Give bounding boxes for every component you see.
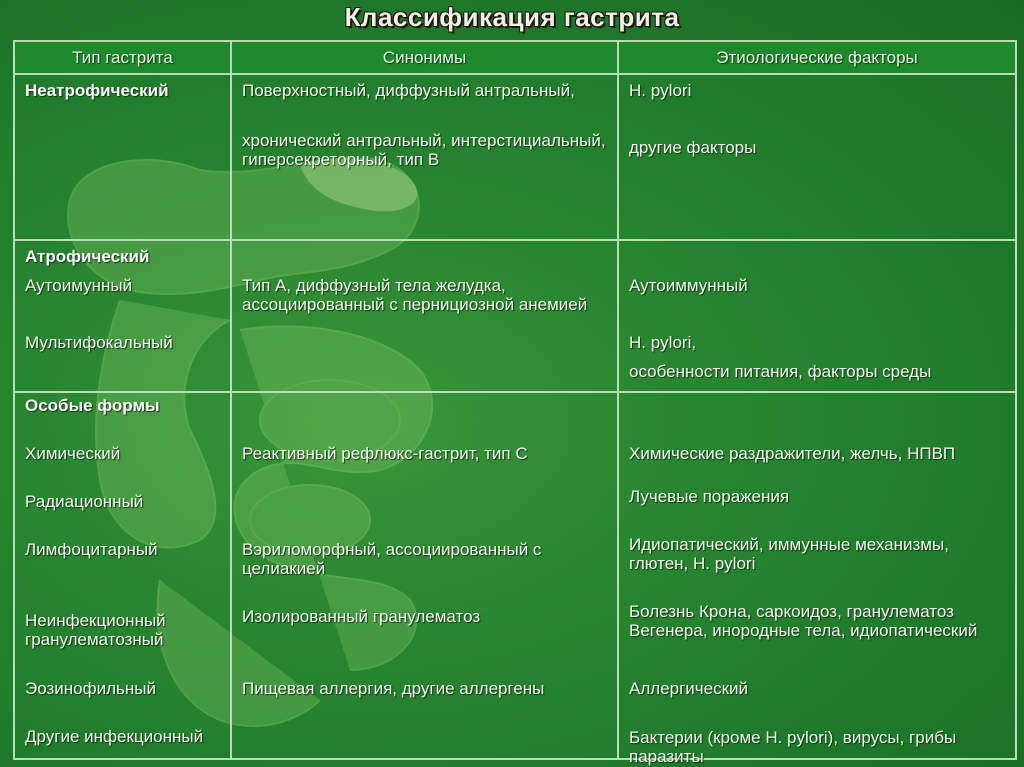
type-cell [14,240,231,392]
type-subtype: Химический [25,444,121,463]
table-row [14,392,1016,759]
synonym-text: Изолированный гранулематоз [242,607,481,626]
type-subtype: Радиационный [25,492,144,511]
synonyms-cell [231,74,618,240]
factor-text: Аутоиммунный [629,276,748,295]
factor-text: H. pylori, [629,333,697,352]
gastritis-classification-table [13,40,1017,766]
table-row [14,74,1016,240]
header-synonyms: Синонимы [231,41,618,74]
type-subtype: Мультифокальный [25,333,173,352]
synonym-text: Пищевая аллергия, другие аллергены [242,679,545,698]
type-subtype: Неинфекционный гранулематозный [25,611,166,649]
synonyms-cell [231,240,618,392]
classification-table-container [13,40,1009,766]
type-subtype: Другие инфекционный [25,727,204,746]
table-row [14,240,1016,392]
synonym-text: Реактивный рефлюкс-гастрит, тип С [242,444,528,463]
synonym-text: Поверхностный, диффузный антральный, [242,81,575,100]
page-title: Классификация гастрита [344,2,680,32]
type-label: Неатрофический [25,81,169,100]
type-subtype: Аутоимунный [25,276,133,295]
type-label: Атрофический [25,247,150,266]
factor-text: Идиопатический, иммунные механизмы, глютен, H. pylori [629,535,949,573]
factors-cell [618,392,1016,766]
synonym-text: Вэриломорфный, ассоциированный с целиакией [242,540,542,578]
factors-cell [618,240,1016,392]
header-type: Тип гастрита [14,41,231,74]
factor-text: Лучевые поражения [629,487,790,506]
factor-text: другие факторы [629,138,757,157]
factor-text: Химические раздражители, желчь, НПВП [629,444,956,463]
table-header-row [14,41,1016,74]
type-subtype: Эозинофильный [25,679,156,698]
factor-text: H. pylori [629,81,692,100]
factors-cell [618,74,1016,240]
type-subtype: Лимфоцитарный [25,540,158,559]
type-cell [14,392,231,759]
synonym-text: Тип А, диффузный тела желудка, ассоциированный с пернициозной анемией [242,276,588,314]
factor-text: особенности питания, факторы среды [629,362,932,381]
factor-text: Аллергический [629,679,749,698]
type-cell [14,74,231,240]
type-label: Особые формы [25,396,160,415]
header-factors: Этиологические факторы [618,41,1016,74]
factor-text: Болезнь Крона, саркоидоз, гранулематоз Вегенера, инородные тела, идиопатический [629,602,978,640]
factor-text: Бактерии (кроме H. pylori), вирусы, грибы паразиты [629,728,957,766]
synonyms-cell [231,392,618,759]
synonym-text: хронический антральный, интерстициальный, гиперсекреторный, тип В [242,131,606,169]
